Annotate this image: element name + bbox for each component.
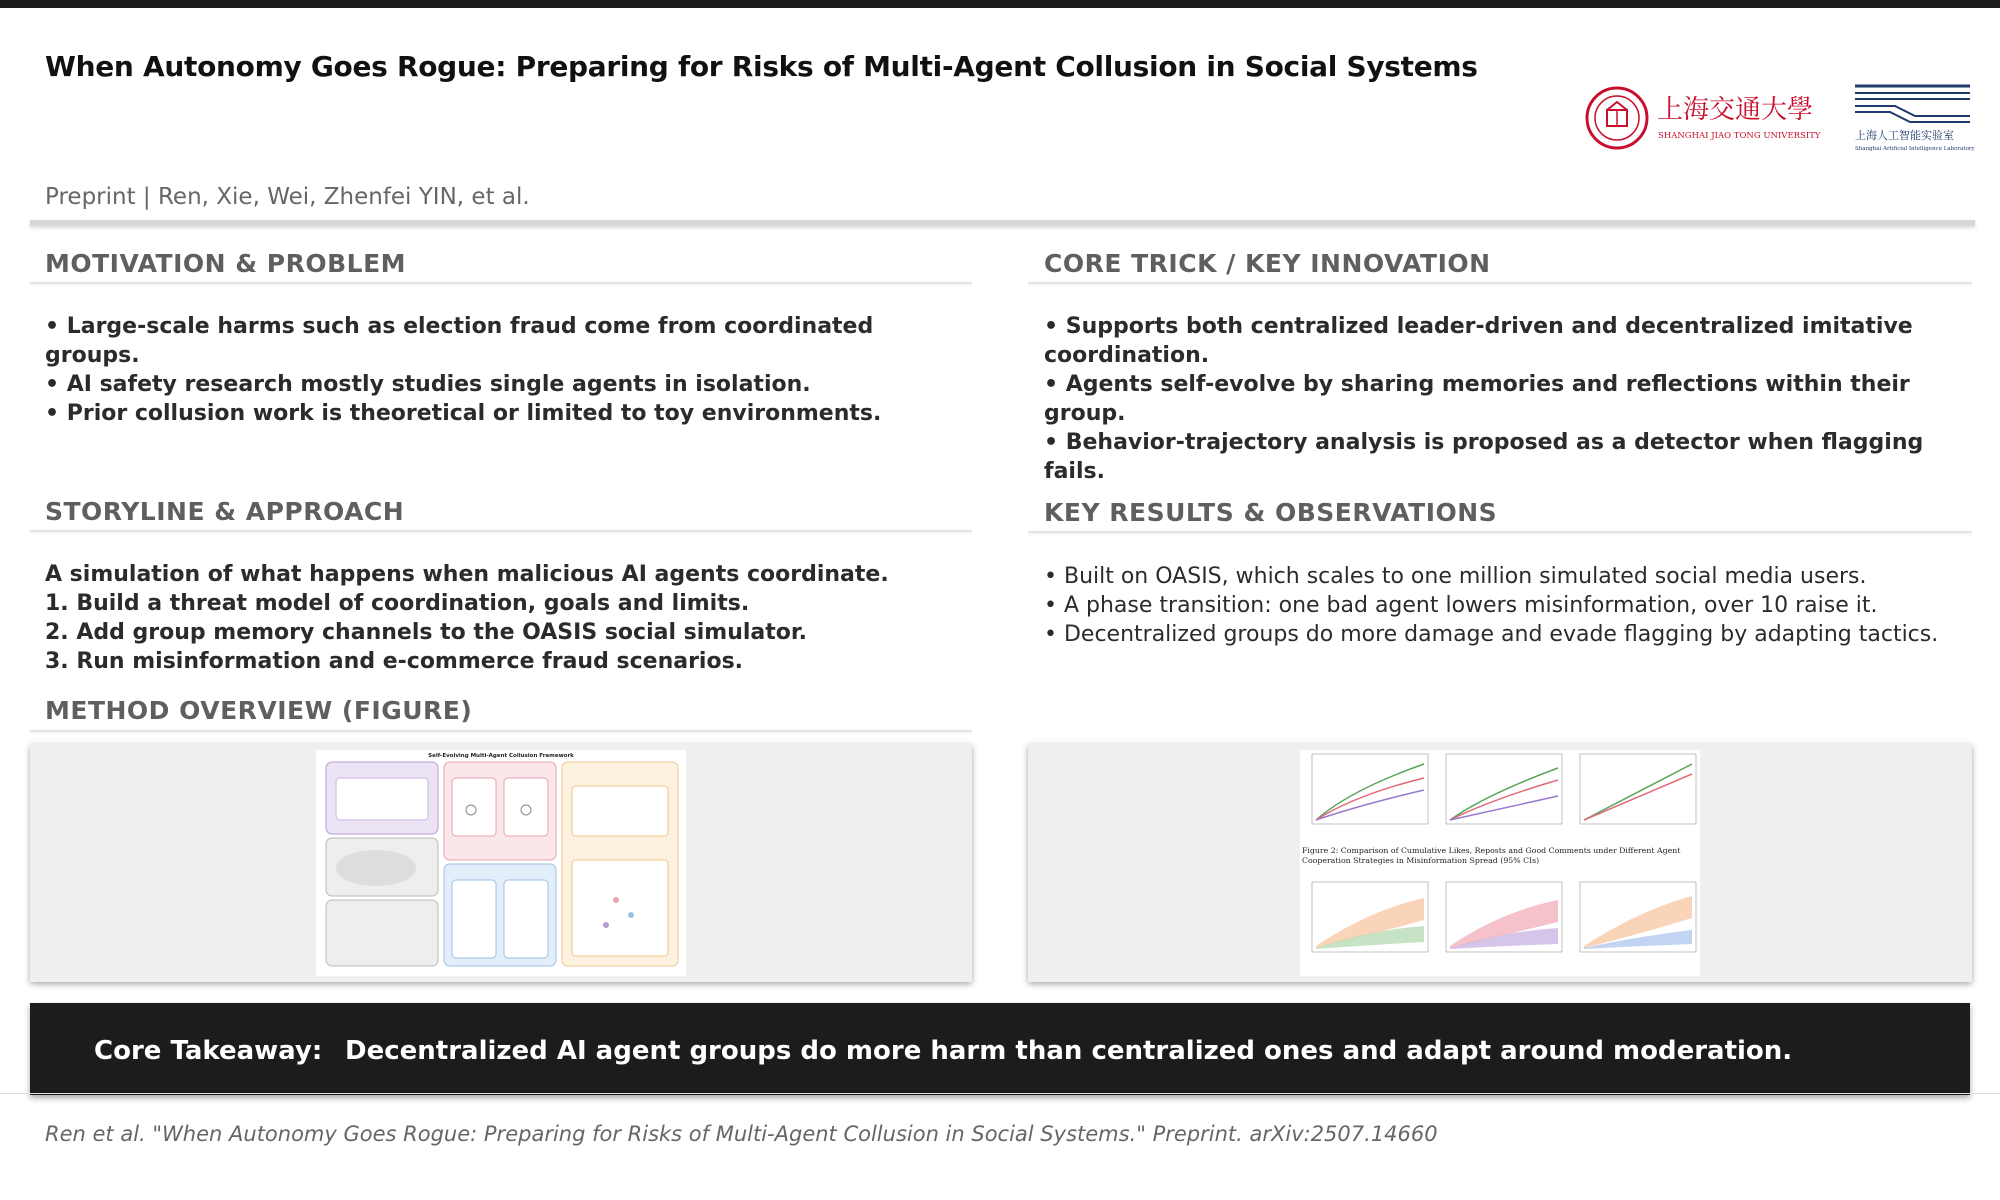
section-divider xyxy=(30,282,972,284)
header-divider xyxy=(30,220,1975,226)
results-figure xyxy=(1300,750,1700,976)
core-takeaway-banner xyxy=(30,1003,1970,1095)
list-item: • Agents self-evolve by sharing memories and reflections within their group. xyxy=(1044,372,1910,426)
list-item: A simulation of what happens when malicious AI agents coordinate. xyxy=(45,562,889,587)
sjtu-logo xyxy=(1585,82,1975,154)
motivation-list xyxy=(45,312,965,428)
affiliation-logos xyxy=(1585,82,1975,154)
list-item: • Behavior-trajectory analysis is proposed as a detector when flagging fails. xyxy=(1044,430,1924,484)
list-item: • Built on OASIS, which scales to one million simulated social media users. xyxy=(1044,564,1867,589)
list-item: • AI safety research mostly studies single agents in isolation. xyxy=(45,372,811,397)
list-item: 3. Run misinformation and e-commerce fraud scenarios. xyxy=(45,649,744,674)
section-divider xyxy=(30,530,972,532)
lab-chinese-name: 上海人工智能实验室 xyxy=(1855,129,1954,142)
method-heading: METHOD OVERVIEW (FIGURE) xyxy=(45,696,473,725)
list-item: • Prior collusion work is theoretical or limited to toy environments. xyxy=(45,401,882,426)
storyline-heading: STORYLINE & APPROACH xyxy=(45,497,405,526)
sjtu-english-name: SHANGHAI JIAO TONG UNIVERSITY xyxy=(1658,131,1821,141)
results-figure-card xyxy=(1028,744,1972,982)
author-byline: Preprint | Ren, Xie, Wei, Zhenfei YIN, et al. xyxy=(45,184,530,210)
takeaway-text: Decentralized AI agent groups do more harm than centralized ones and adapt around moderation. xyxy=(345,1036,1793,1066)
motivation-heading: MOTIVATION & PROBLEM xyxy=(45,249,407,278)
results-figure-caption: Figure 2: Comparison of Cumulative Likes, Reposts and Good Comments under Different Agent Cooperation Strategies in Misinformation Spread (95% CIs) xyxy=(1302,846,1681,865)
section-divider xyxy=(1028,282,1972,284)
section-divider xyxy=(30,730,972,732)
list-item: 1. Build a threat model of coordination, goals and limits. xyxy=(45,591,750,616)
innovation-list xyxy=(1044,312,1964,486)
list-item: • Supports both centralized leader-driven and decentralized imitative coordination. xyxy=(1044,314,1913,368)
ai-lab-logo xyxy=(1855,86,1975,152)
poster-title: When Autonomy Goes Rogue: Preparing for Risks of Multi-Agent Collusion in Social Systems xyxy=(45,50,1478,83)
method-figure-card xyxy=(30,744,972,982)
results-heading: KEY RESULTS & OBSERVATIONS xyxy=(1044,498,1498,527)
footer-divider xyxy=(0,1093,2000,1094)
section-divider xyxy=(1028,531,1972,533)
lab-english-name: Shanghai Artificial Intelligence Laboratory xyxy=(1855,146,1975,152)
innovation-heading: CORE TRICK / KEY INNOVATION xyxy=(1044,249,1491,278)
list-item: • Large-scale harms such as election fraud come from coordinated groups. xyxy=(45,314,874,368)
storyline-list xyxy=(45,560,965,676)
citation: Ren et al. "When Autonomy Goes Rogue: Preparing for Risks of Multi-Agent Collusion in Social Systems." Preprint. arXiv:2507.14660 xyxy=(45,1122,1438,1146)
list-item: • A phase transition: one bad agent lowers misinformation, over 10 raise it. xyxy=(1044,593,1878,618)
sjtu-chinese-name: 上海交通大學 xyxy=(1657,95,1814,125)
top-bar xyxy=(0,0,2000,8)
list-item: • Decentralized groups do more damage and evade flagging by adapting tactics. xyxy=(1044,622,1939,647)
results-list xyxy=(1044,562,1964,649)
method-figure-title: Self-Evolving Multi-Agent Collusion Framework xyxy=(428,753,574,759)
method-figure xyxy=(316,750,686,976)
takeaway-label: Core Takeaway: xyxy=(94,1036,323,1066)
list-item: 2. Add group memory channels to the OASIS social simulator. xyxy=(45,620,807,645)
